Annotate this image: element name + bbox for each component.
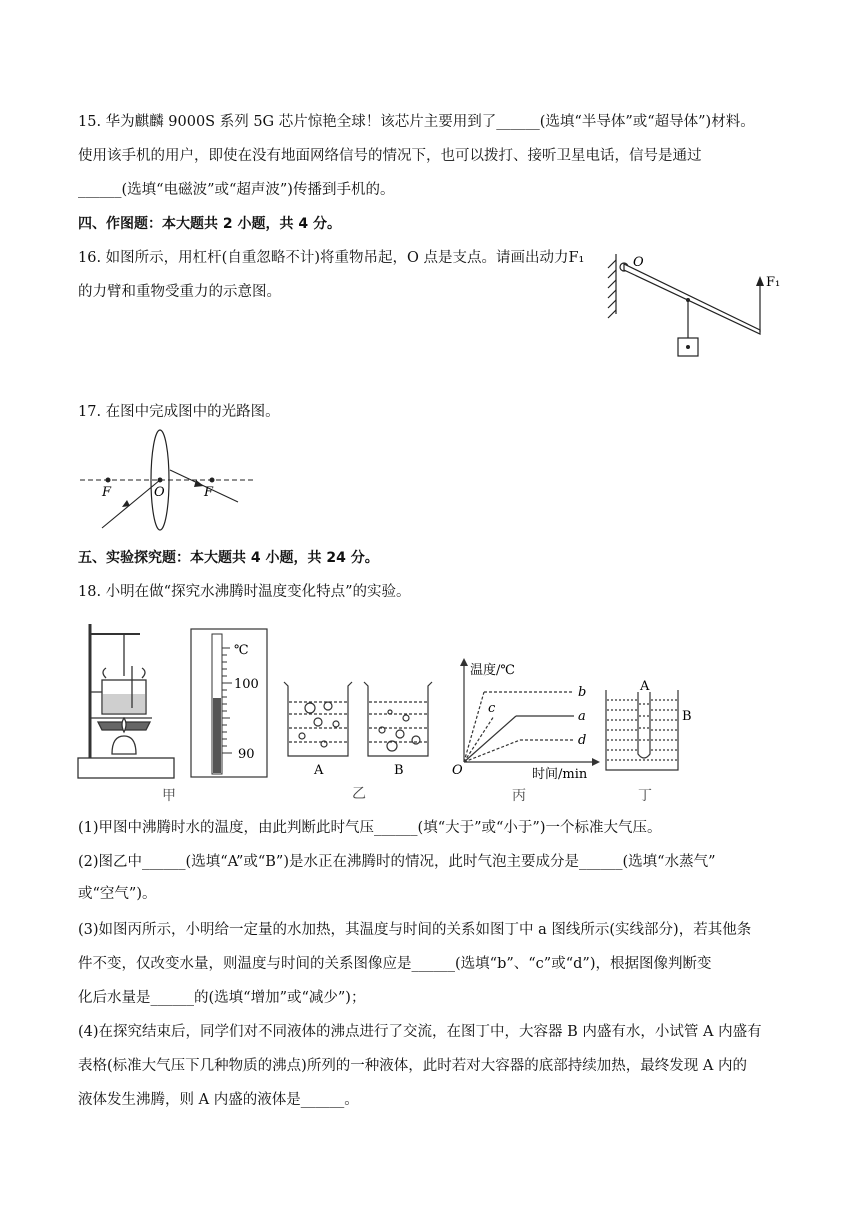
q18-beaker-b: B bbox=[394, 763, 404, 778]
q18-cap-bing: 丙 bbox=[512, 788, 526, 804]
q16-pivot-label: O bbox=[633, 255, 644, 270]
q18-intro: 18. 小明在做“探究水沸腾时温度变化特点”的实验。 bbox=[78, 584, 411, 600]
q18-cap-yi: 乙 bbox=[352, 786, 366, 802]
q18-curve-c: c bbox=[488, 701, 496, 716]
q18-apparatus-figure bbox=[76, 618, 176, 804]
q18-curve-a: a bbox=[578, 709, 586, 724]
q16-line1: 16. 如图所示，用杠杆(自重忽略不计)将重物吊起，O 点是支点。请画出动力F₁ bbox=[78, 250, 585, 266]
q18-container-b: B bbox=[682, 709, 692, 724]
q18-thermo-bottom: 90 bbox=[238, 747, 255, 762]
q18-part3-line2: 件不变，仅改变水量，则温度与时间的关系图像应是______(选填“b”、“c”或“d”)，根据图像判断变 bbox=[78, 956, 712, 972]
q18-beaker-a: A bbox=[314, 763, 324, 778]
q17-f-left-label: F bbox=[102, 485, 112, 500]
q18-part2-line1: (2)图乙中______(选填“A”或“B”)是水正在沸腾时的情况，此时气泡主要成分是______(选填“水蒸气” bbox=[78, 854, 716, 870]
q18-cap-jia: 甲 bbox=[162, 788, 176, 804]
q18-curve-b: b bbox=[578, 685, 587, 700]
q18-thermo-top: 100 bbox=[234, 677, 259, 692]
q18-thermo-unit: ℃ bbox=[234, 643, 249, 658]
q18-part2-line2: 或“空气”)。 bbox=[78, 886, 157, 902]
q18-part3-line3: 化后水量是______的(选填“增加”或“减少”)； bbox=[78, 990, 366, 1006]
q18-part4-line3: 液体发生沸腾，则 A 内盛的液体是______。 bbox=[78, 1092, 359, 1108]
q17-f-right-label: F bbox=[204, 485, 214, 500]
q18-part3-line1: (3)如图丙所示，小明给一定量的水加热，其温度与时间的关系如图丁中 a 图线所示(实线部分)，若其他条 bbox=[78, 922, 752, 938]
q18-thermometer-figure bbox=[190, 628, 270, 780]
q15-line3: ______(选填“电磁波”或“超声波”)传播到手机的。 bbox=[78, 182, 395, 198]
q18-container-figure bbox=[600, 679, 700, 804]
q18-graph-figure bbox=[450, 650, 600, 804]
section5-heading: 五、实验探究题：本大题共 4 小题，共 24 分。 bbox=[78, 550, 379, 566]
q16-line2: 的力臂和重物受重力的示意图。 bbox=[78, 284, 281, 300]
q18-curve-d: d bbox=[578, 733, 587, 748]
q17-lens-figure bbox=[78, 430, 278, 540]
q18-beakers-figure bbox=[280, 678, 450, 800]
q18-graph-ylabel: 温度/℃ bbox=[470, 663, 515, 678]
q18-cap-ding: 丁 bbox=[638, 788, 652, 804]
section4-heading: 四、作图题：本大题共 2 小题，共 4 分。 bbox=[78, 216, 341, 232]
q15-line2: 使用该手机的用户，即使在没有地面网络信号的情况下，也可以拨打、接听卫星电话，信号是通过 bbox=[78, 148, 702, 164]
q18-graph-origin: O bbox=[452, 763, 463, 778]
q18-part4-line1: (4)在探究结束后，同学们对不同液体的沸点进行了交流，在图丁中，大容器 B 内盛有水，小试管 A 内盛有 bbox=[78, 1024, 762, 1040]
q17-line1: 17. 在图中完成图中的光路图。 bbox=[78, 404, 280, 420]
q15-line1: 15. 华为麒麟 9000S 系列 5G 芯片惊艳全球！该芯片主要用到了______(选填“半导体”或“超导体”)材料。 bbox=[78, 114, 755, 130]
q18-tube-a: A bbox=[640, 679, 650, 694]
q17-center-label: O bbox=[154, 485, 165, 500]
q16-lever-figure bbox=[600, 248, 800, 368]
q18-part1: (1)甲图中沸腾时水的温度，由此判断此时气压______(填“大于”或“小于”)一个标准大气压。 bbox=[78, 820, 662, 836]
q18-part4-line2: 表格(标准大气压下几种物质的沸点)所列的一种液体，此时若对大容器的底部持续加热，最终发现 A 内的 bbox=[78, 1058, 747, 1074]
q16-force-label: F₁ bbox=[766, 275, 781, 290]
q18-graph-xlabel: 时间/min bbox=[532, 767, 588, 782]
